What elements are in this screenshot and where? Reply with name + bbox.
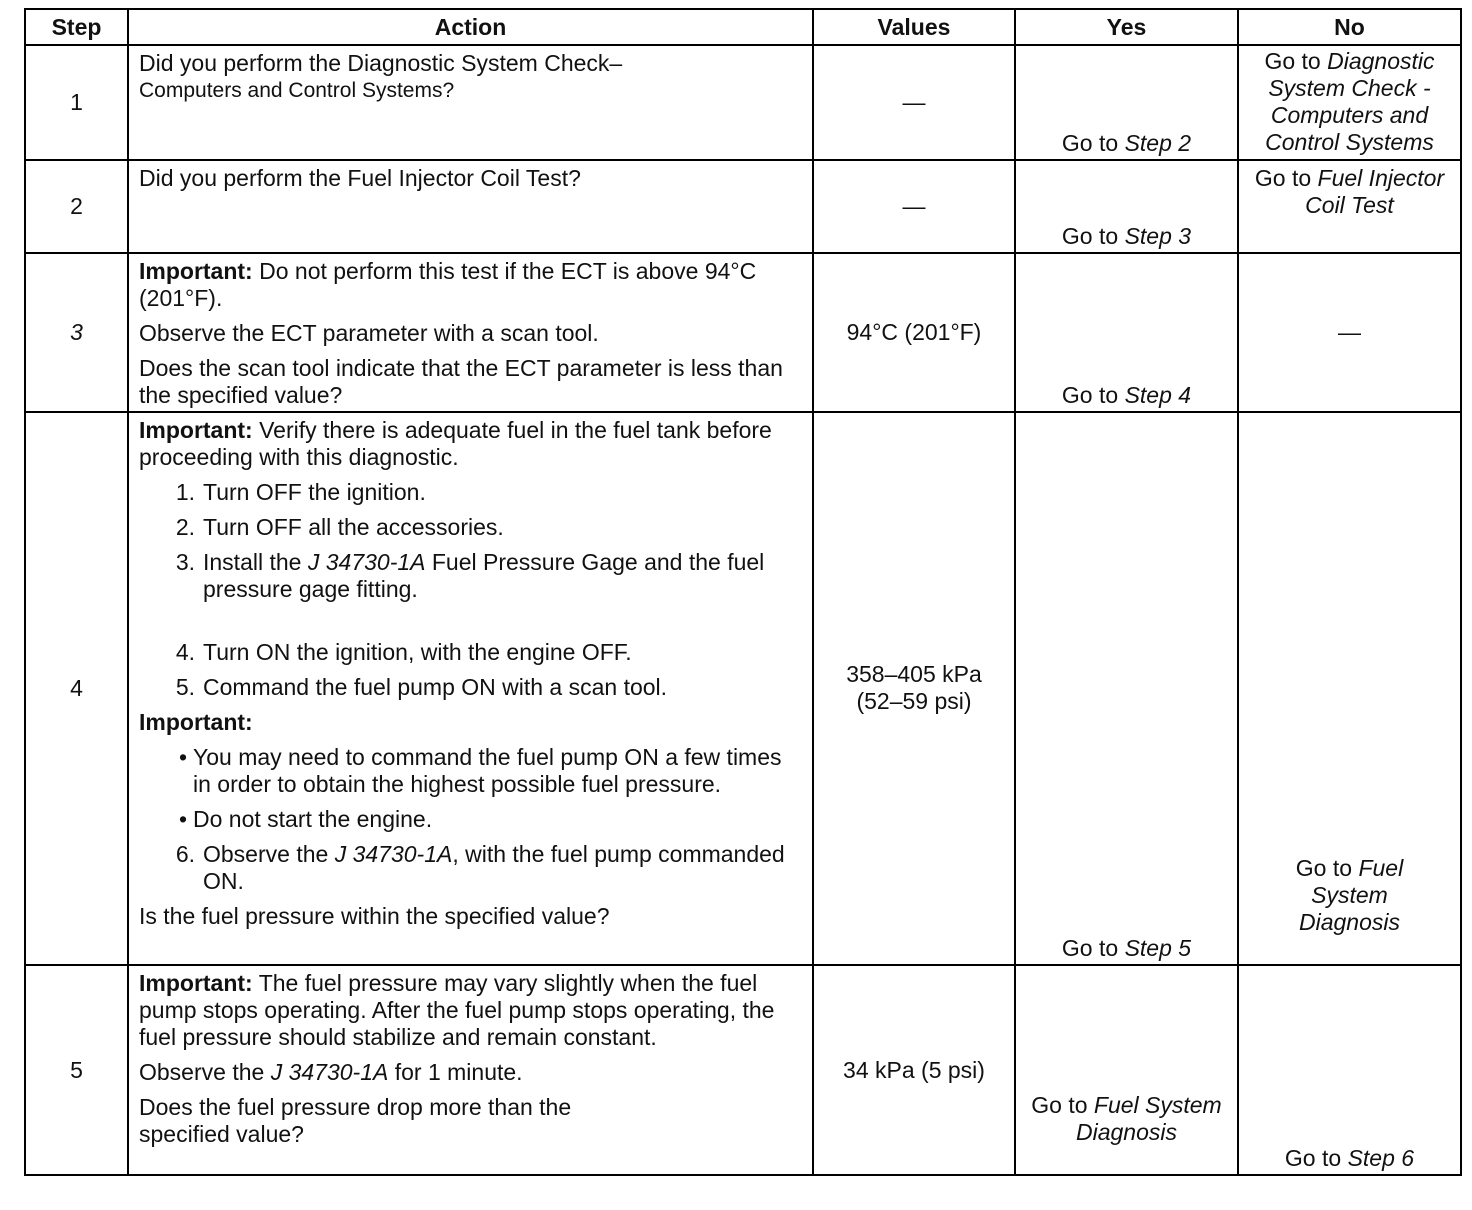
header-no: No (1238, 9, 1461, 45)
action-text: Computers and Control Systems? (139, 79, 455, 102)
important-text: The fuel pressure may vary slightly when the fuel pump stops operating. After the fuel pump stops operating, the fuel pressure should stabilize and remain constant. (139, 970, 775, 1050)
no-text: — (1338, 319, 1361, 345)
table-row (25, 965, 1461, 1175)
step-number (25, 253, 128, 412)
important-label: Important: (139, 417, 253, 443)
list-item: • Do not start the engine. (178, 806, 433, 832)
yes-cell (1015, 965, 1238, 1175)
yes-cell (1015, 160, 1238, 253)
value-cell (813, 45, 1015, 160)
value-text: 358–405 kPa (846, 661, 982, 687)
table-row (25, 160, 1461, 253)
procedure-list (139, 841, 804, 895)
table-row (25, 253, 1461, 412)
action-text: Observe the (139, 1059, 271, 1085)
procedure-list (139, 479, 804, 701)
important-text: Do not perform this test if the ECT is above 94°C (201°F). (139, 258, 757, 311)
value-text: — (902, 89, 926, 115)
important-label: Important: (139, 970, 253, 996)
yes-link[interactable]: Step 5 (1124, 935, 1192, 961)
header-action: Action (128, 9, 813, 45)
action-cell (128, 253, 813, 412)
yes-link[interactable]: Step 3 (1124, 223, 1192, 249)
value-cell (813, 160, 1015, 253)
no-prefix: Go to (1264, 48, 1328, 74)
no-cell (1238, 412, 1461, 965)
tool-name: J 34730-1A (270, 1059, 389, 1085)
tool-name: J 34730-1A (307, 549, 426, 575)
yes-prefix: Go to (1061, 223, 1125, 249)
no-cell (1238, 160, 1461, 253)
no-prefix: Go to (1284, 1145, 1348, 1171)
action-text: Observe the ECT parameter with a scan tool. (139, 320, 599, 346)
list-item: 5. Command the fuel pump ON with a scan tool. (175, 674, 668, 700)
action-question: Is the fuel pressure within the specified value? (139, 903, 610, 929)
header-yes: Yes (1015, 9, 1238, 45)
step-number: 2 (25, 160, 128, 253)
yes-link[interactable]: Step 2 (1124, 130, 1192, 156)
no-link[interactable]: Fuel Injector Coil Test (1305, 165, 1445, 218)
no-cell (1238, 965, 1461, 1175)
tool-name: J 34730-1A (334, 841, 453, 867)
action-text: Did you perform the Diagnostic System Check– (139, 50, 623, 76)
no-prefix: Go to (1254, 165, 1318, 191)
yes-prefix: Go to (1031, 1092, 1094, 1118)
value-text: — (902, 193, 926, 219)
no-link[interactable]: Fuel System Diagnosis (1299, 855, 1404, 935)
list-item: 1. Turn OFF the ignition. (175, 479, 426, 505)
yes-cell (1015, 45, 1238, 160)
value-text: (52–59 psi) (856, 688, 972, 714)
action-cell (128, 45, 813, 160)
list-item: 6. Observe the J 34730-1A, with the fuel pump commanded ON. (175, 841, 785, 894)
step-number-text: 3 (70, 319, 83, 345)
yes-link[interactable]: Fuel System Diagnosis (1076, 1092, 1222, 1145)
value-text: 94°C (201°F) (846, 319, 982, 345)
header-values: Values (813, 9, 1015, 45)
header-step: Step (25, 9, 128, 45)
step-number: 4 (25, 412, 128, 965)
action-question: Does the fuel pressure drop more than the specified value? (139, 1094, 572, 1147)
list-item: 4. Turn ON the ignition, with the engine OFF. (175, 639, 632, 665)
important-label: Important: (139, 709, 253, 735)
value-text: 34 kPa (5 psi) (843, 1056, 985, 1083)
list-item: 3. Install the J 34730-1A Fuel Pressure Gage and the fuel pressure gage fitting. (175, 549, 765, 602)
diagnostic-table (24, 8, 1462, 1176)
value-cell (813, 965, 1015, 1175)
yes-prefix: Go to (1061, 130, 1125, 156)
important-label: Important: (139, 258, 253, 284)
no-prefix: Go to (1295, 855, 1359, 881)
no-link[interactable]: Step 6 (1347, 1145, 1415, 1171)
action-cell (128, 412, 813, 965)
action-cell (128, 965, 813, 1175)
important-text: Verify there is adequate fuel in the fuel tank before proceeding with this diagnostic. (139, 417, 772, 470)
action-question: Does the scan tool indicate that the ECT parameter is less than the specified value? (139, 355, 783, 408)
yes-cell (1015, 253, 1238, 412)
value-cell (813, 412, 1015, 965)
list-item: 2. Turn OFF all the accessories. (175, 514, 504, 540)
list-item: • You may need to command the fuel pump ON a few times in order to obtain the highest possible fuel pressure. (178, 744, 782, 797)
table-row (25, 45, 1461, 160)
yes-prefix: Go to (1061, 382, 1125, 408)
header-row (25, 9, 1461, 45)
bullet-list (139, 744, 804, 833)
no-cell (1238, 45, 1461, 160)
yes-cell (1015, 412, 1238, 965)
yes-prefix: Go to (1061, 935, 1125, 961)
action-text: for 1 minute. (388, 1059, 523, 1085)
step-number: 1 (25, 45, 128, 160)
table-row (25, 412, 1461, 965)
action-text: Did you perform the Fuel Injector Coil Test? (139, 165, 581, 191)
yes-link[interactable]: Step 4 (1124, 382, 1192, 408)
no-cell (1238, 253, 1461, 412)
no-link[interactable]: Diagnostic System Check - Computers and Control Systems (1265, 48, 1435, 155)
value-cell (813, 253, 1015, 412)
action-cell (128, 160, 813, 253)
step-number: 5 (25, 965, 128, 1175)
